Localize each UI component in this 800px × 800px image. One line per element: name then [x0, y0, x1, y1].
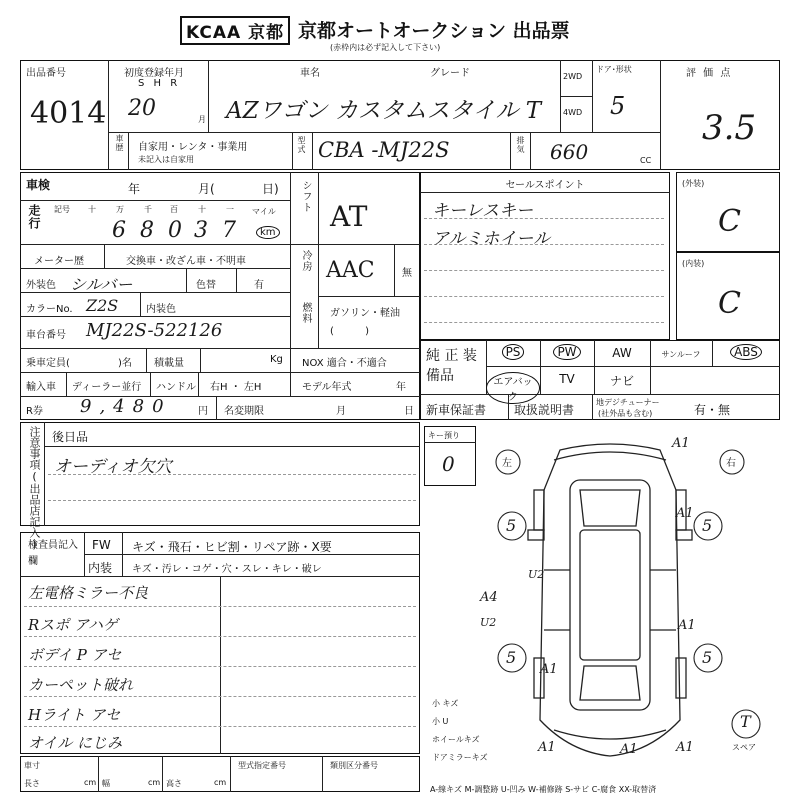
name-change-label: 名変期限: [224, 406, 264, 417]
int-color-label: 内装色: [146, 304, 176, 315]
displacement-label: 排気: [516, 136, 525, 154]
fw-items: キズ・飛石・ヒビ割・リペア跡・X要: [132, 540, 332, 554]
keys-label: キー預り: [428, 431, 460, 440]
legend-mirror-scratch: ドアミラーキズ: [432, 753, 488, 762]
mileage-label: 走行: [27, 204, 41, 230]
spare-label: スペア: [732, 743, 756, 752]
fuel-paren: ( ): [330, 326, 383, 337]
digital-tuner-sub: (社外品も含む): [598, 409, 653, 418]
unit-sen: 千: [144, 205, 152, 214]
capacity-unit: )名: [118, 358, 132, 369]
recycle-value: 9,480: [80, 396, 172, 417]
displacement-value: 660: [550, 140, 589, 164]
mark-a1-fr: A1: [676, 506, 694, 521]
category-label: 類別区分番号: [330, 761, 378, 770]
load-label: 積載量: [154, 358, 184, 369]
tire-rr: 5: [702, 648, 713, 667]
remark-4: カーペット破れ: [28, 676, 134, 694]
mark-a4: A4: [480, 590, 498, 605]
remark-2: Rスポ アハゲ: [28, 616, 118, 634]
mileage-digit-4: 3: [194, 218, 208, 243]
equip-ps: PS: [486, 344, 540, 360]
door-value: 5: [610, 92, 626, 120]
model-label: 型式: [297, 136, 306, 154]
shaken-year: 年: [128, 182, 141, 196]
spare-tire: T: [740, 712, 751, 731]
fw-label: FW: [92, 538, 111, 552]
color-no: Z2S: [86, 296, 119, 315]
mark-a1-front: A1: [672, 436, 690, 451]
equip-aw: AW: [612, 346, 632, 360]
ac-value: AAC: [326, 258, 375, 283]
equip-sunroof: サンルーフ: [661, 350, 701, 359]
shift-label: シフト: [300, 180, 311, 213]
kcaa-logo: KCAA 京都: [180, 16, 290, 45]
mileage-digit-3: 0: [168, 218, 182, 243]
width-label: 幅: [102, 779, 110, 788]
unit-10man: 十: [88, 205, 96, 214]
yen-unit: 円: [198, 406, 208, 417]
inspector-label: 検査員記入欄: [28, 540, 78, 567]
car-name-label: 車名: [300, 68, 320, 79]
era-options: S H R: [138, 78, 181, 89]
ac-label: 冷房: [300, 250, 311, 272]
legend-small-scratch: 小 キズ: [432, 699, 459, 708]
ext-grade-label: (外装): [682, 179, 705, 188]
mark-a1-bm: A1: [620, 742, 638, 757]
recycle-label: R券: [26, 406, 43, 417]
remark-1: 左電格ミラー不良: [28, 584, 149, 602]
remark-6: オイル にじみ: [28, 734, 123, 752]
nox-status: NOX 適合・不適合: [302, 358, 387, 369]
remark-5: Hライト アセ: [28, 706, 121, 724]
header: [180, 14, 620, 54]
diagram-right: 右: [726, 458, 736, 469]
mark-a1-rr: A1: [678, 618, 696, 633]
sales-point-2: アルミホイール: [432, 229, 550, 249]
damage-legend: A-線キズ M-調整跡 U-凹み W-補修跡 S-サビ C-腐食 XX-取替済: [430, 785, 657, 794]
car-name: AZワゴン カスタムスタイル T: [226, 98, 542, 124]
equip-abs: ABS: [712, 344, 780, 360]
meter-label: メーター歴: [34, 256, 84, 267]
equip-tv: TV: [559, 372, 575, 386]
mark-u2-left: U2: [480, 616, 497, 629]
mileage-sub: 記号: [54, 205, 70, 214]
reg-year: 20: [128, 96, 156, 121]
digital-tuner-label: 地デジチューナー: [596, 398, 660, 407]
mileage-unit: km: [256, 226, 280, 239]
manual-label: 取扱説明書: [514, 403, 575, 417]
ext-color-label: 外装色: [26, 280, 56, 291]
dealer-label: ディーラー並行: [72, 382, 142, 393]
legend-small-dent: 小 U: [432, 717, 449, 726]
tire-rl: 5: [506, 648, 517, 667]
ext-color: シルバー: [70, 275, 133, 294]
score-label: 評 価 点: [686, 68, 733, 79]
shaken-label: 車検: [26, 178, 51, 192]
unit-ichi: 一: [226, 205, 234, 214]
grade-label: グレード: [430, 68, 470, 79]
car-outline-icon: [480, 430, 780, 770]
usage-note: 未記入は自家用: [138, 155, 194, 164]
score-value: 3.5: [702, 108, 757, 148]
drive-2wd: 2WD: [563, 72, 583, 81]
fuel-options: ガソリン・軽油: [330, 308, 400, 319]
width-unit: cm: [148, 778, 161, 787]
equip-airbag: エアバック: [486, 372, 540, 404]
ac-none: 無: [402, 268, 412, 279]
sales-points-label: セールスポイント: [505, 180, 585, 191]
equipment-label: 純 正 装備品: [426, 348, 477, 384]
length-label: 長さ: [24, 779, 40, 788]
handle-options: 右H ・ 左H: [210, 382, 262, 393]
usage-options: 自家用・レンタ・事業用: [138, 142, 248, 153]
drive-4wd: 4WD: [563, 108, 583, 117]
form-title: 京都オートオークション 出品票: [298, 20, 570, 42]
int-grade: C: [718, 286, 741, 321]
fuel-label: 燃料: [300, 302, 311, 324]
color-no-label: カラーNo.: [26, 304, 73, 315]
name-change-day: 日: [404, 406, 414, 417]
height-unit: cm: [214, 778, 227, 787]
interior-label: 内装: [88, 561, 113, 575]
equip-navi: ナビ: [609, 374, 634, 388]
remark-3: ボデイ P アセ: [28, 646, 122, 664]
chassis-number: MJ22S-522126: [86, 320, 223, 341]
warranty-label: 新車保証書: [426, 403, 487, 417]
diagram-left: 左: [502, 458, 512, 469]
handle-label: ハンドル: [156, 382, 196, 393]
meter-options: 交換車・改ざん車・不明車: [126, 256, 246, 267]
equip-pw: PW: [540, 344, 594, 360]
reg-month-unit: 月: [198, 115, 206, 124]
shaken-day: 日): [262, 182, 279, 196]
interior-items: キズ・汚レ・コゲ・穴・スレ・キレ・破レ: [132, 564, 322, 575]
aftermarket-label: 後日品: [52, 430, 89, 444]
cc-unit: CC: [640, 156, 652, 165]
mark-a1-br: A1: [676, 740, 694, 755]
form-subtitle: (赤枠内は必ず記入して下さい): [330, 43, 441, 52]
mark-a1-bl: A1: [538, 740, 556, 755]
model-year-unit: 年: [396, 382, 406, 393]
door-label: ドア･形状: [596, 65, 632, 74]
tuner-yes-no: 有・無: [694, 403, 731, 417]
notes-label: 注意事項(出品店記入): [28, 426, 41, 551]
tire-fr: 5: [702, 516, 713, 535]
ext-grade: C: [718, 204, 741, 239]
lot-number: 4014: [30, 96, 107, 131]
int-grade-label: (内装): [682, 259, 705, 268]
import-label: 輸入車: [26, 382, 56, 393]
capacity-label: 乗車定員(: [26, 358, 70, 369]
lot-label: 出品番号: [26, 68, 66, 79]
repaint-value: 有: [254, 280, 264, 291]
mileage-digit-5: 7: [222, 218, 236, 243]
usage-label: 車歴: [115, 134, 124, 152]
first-reg-label: 初度登録年月: [124, 68, 184, 79]
sales-point-1: キーレスキー: [432, 201, 534, 221]
aftermarket-note: オーディオ欠穴: [54, 457, 172, 477]
name-change-month: 月: [336, 406, 346, 417]
chassis-label: 車台番号: [26, 330, 66, 341]
mileage-digit-1: 6: [112, 218, 126, 243]
height-label: 高さ: [166, 779, 182, 788]
shaken-month: 月(: [198, 182, 215, 196]
unit-hyaku: 百: [170, 205, 178, 214]
model-value: CBA -MJ22S: [318, 138, 450, 162]
mileage-unit-label: マイル: [252, 207, 276, 216]
length-unit: cm: [84, 778, 97, 787]
legend-wheel-scratch: ホイールキズ: [432, 735, 480, 744]
load-unit: Kg: [270, 354, 283, 365]
model-year-label: モデル年式: [302, 382, 352, 393]
unit-man: 万: [116, 205, 124, 214]
keys-value: 0: [442, 452, 455, 476]
model-designation-label: 型式指定番号: [238, 761, 286, 770]
mark-u2-door: U2: [528, 568, 545, 581]
unit-juu: 十: [198, 205, 206, 214]
dims-label: 車寸: [24, 761, 40, 770]
mileage-digit-2: 8: [140, 218, 154, 243]
tire-fl: 5: [506, 516, 517, 535]
shift-value: AT: [330, 200, 368, 233]
repaint-label: 色替: [196, 280, 216, 291]
mark-a1-rear: A1: [540, 662, 558, 677]
